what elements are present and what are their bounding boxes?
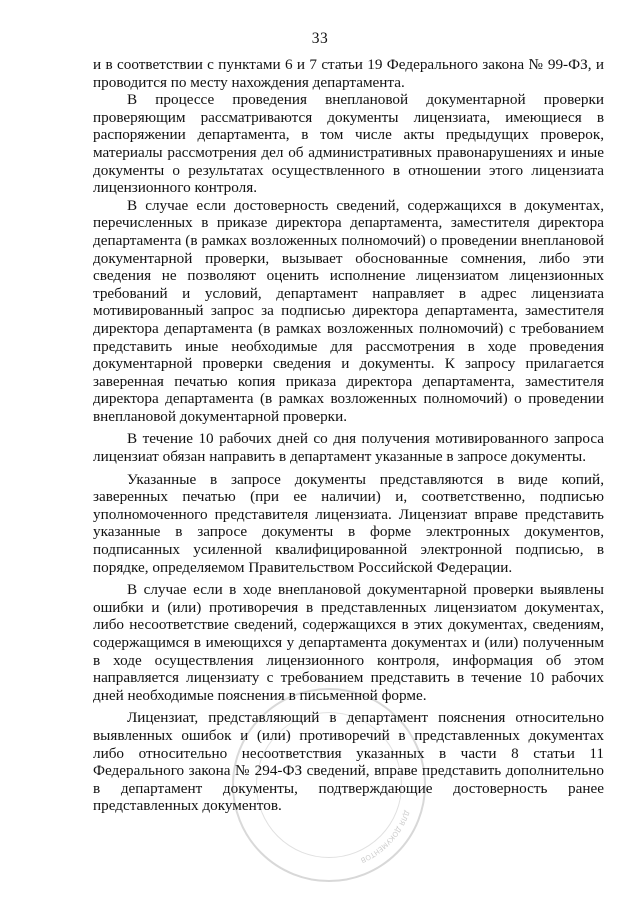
- page-number: 33: [311, 30, 329, 47]
- paragraph-7: Лицензиат, представляющий в департамент пояснения относительно выявленных ошибок и (или) противоречий в представленных документах либо относительно несоответствия указанных в части 8 статьи 11 Федерального закона № 294-ФЗ сведений, вправе представить дополнительно в департамент документы, подтверждающие достоверность ранее представленных документов.: [93, 709, 604, 815]
- paragraph-3: В случае если достоверность сведений, содержащихся в документах, перечисленных в приказе директора департамента, заместителя директора департамента (в рамках возложенных полномочий) о проведении внеплановой документарной проверки, вызывает обоснованные сомнения, либо эти сведения не позволяют оценить исполнение лицензиатом лицензионных требований и условий, департамент направляет в адрес лицензиата мотивированный запрос за подписью директора департамента, заместителя директора департамента (в рамках возложенных полномочий) с требованием представить иные необходимые для рассмотрения в ходе проведения документарной проверки сведения и документы. К запросу прилагается заверенная печатью копия приказа директора департамента, заместителя директора департамента (в рамках возложенных полномочий) о проведении внеплановой документарной проверки.: [93, 196, 604, 425]
- paragraph-4: В течение 10 рабочих дней со дня получения мотивированного запроса лицензиат обязан направить в департамент указанные в запросе документы.: [93, 430, 604, 466]
- svg-text:ДЛЯ ДОКУМЕНТОВ: ДЛЯ ДОКУМЕНТОВ: [359, 809, 411, 865]
- paragraph-1: и в соответствии с пунктами 6 и 7 статьи 19 Федерального закона № 99-ФЗ, и проводится по месту нахождения департамента.: [93, 56, 604, 91]
- paragraph-5: Указанные в запросе документы представляются в виде копий, заверенных печатью (при ее наличии) и, соответственно, подписью уполномоченного представителя лицензиата. Лицензиат вправе представить указанные в запросе документы в форме электронных документов, подписанных усиленной квалифицированной электронной подписью, в порядке, определяемом Правительством Российской Федерации.: [93, 470, 604, 576]
- paragraph-2: В процессе проведения внеплановой документарной проверки проверяющим рассматриваются документы лицензиата, имеющиеся в распоряжении департамента, в том числе акты предыдущих проверок, материалы рассмотрения дел об административных правонарушениях и иные документы о результатах осуществленного в отношении этого лицензиата лицензионного контроля.: [93, 91, 604, 197]
- paragraph-6: В случае если в ходе внеплановой документарной проверки выявлены ошибки и (или) противоречия в представленных лицензиатом документах, либо несоответствие сведений, содержащихся в этих документах, сведениям, содержащимся в имеющихся у департамента документах и (или) полученным в ходе осуществления лицензионного контроля, информация об этом направляется лицензиату с требованием представить в течение 10 рабочих дней необходимые пояснения в письменной форме.: [93, 581, 604, 704]
- document-body: [93, 56, 604, 815]
